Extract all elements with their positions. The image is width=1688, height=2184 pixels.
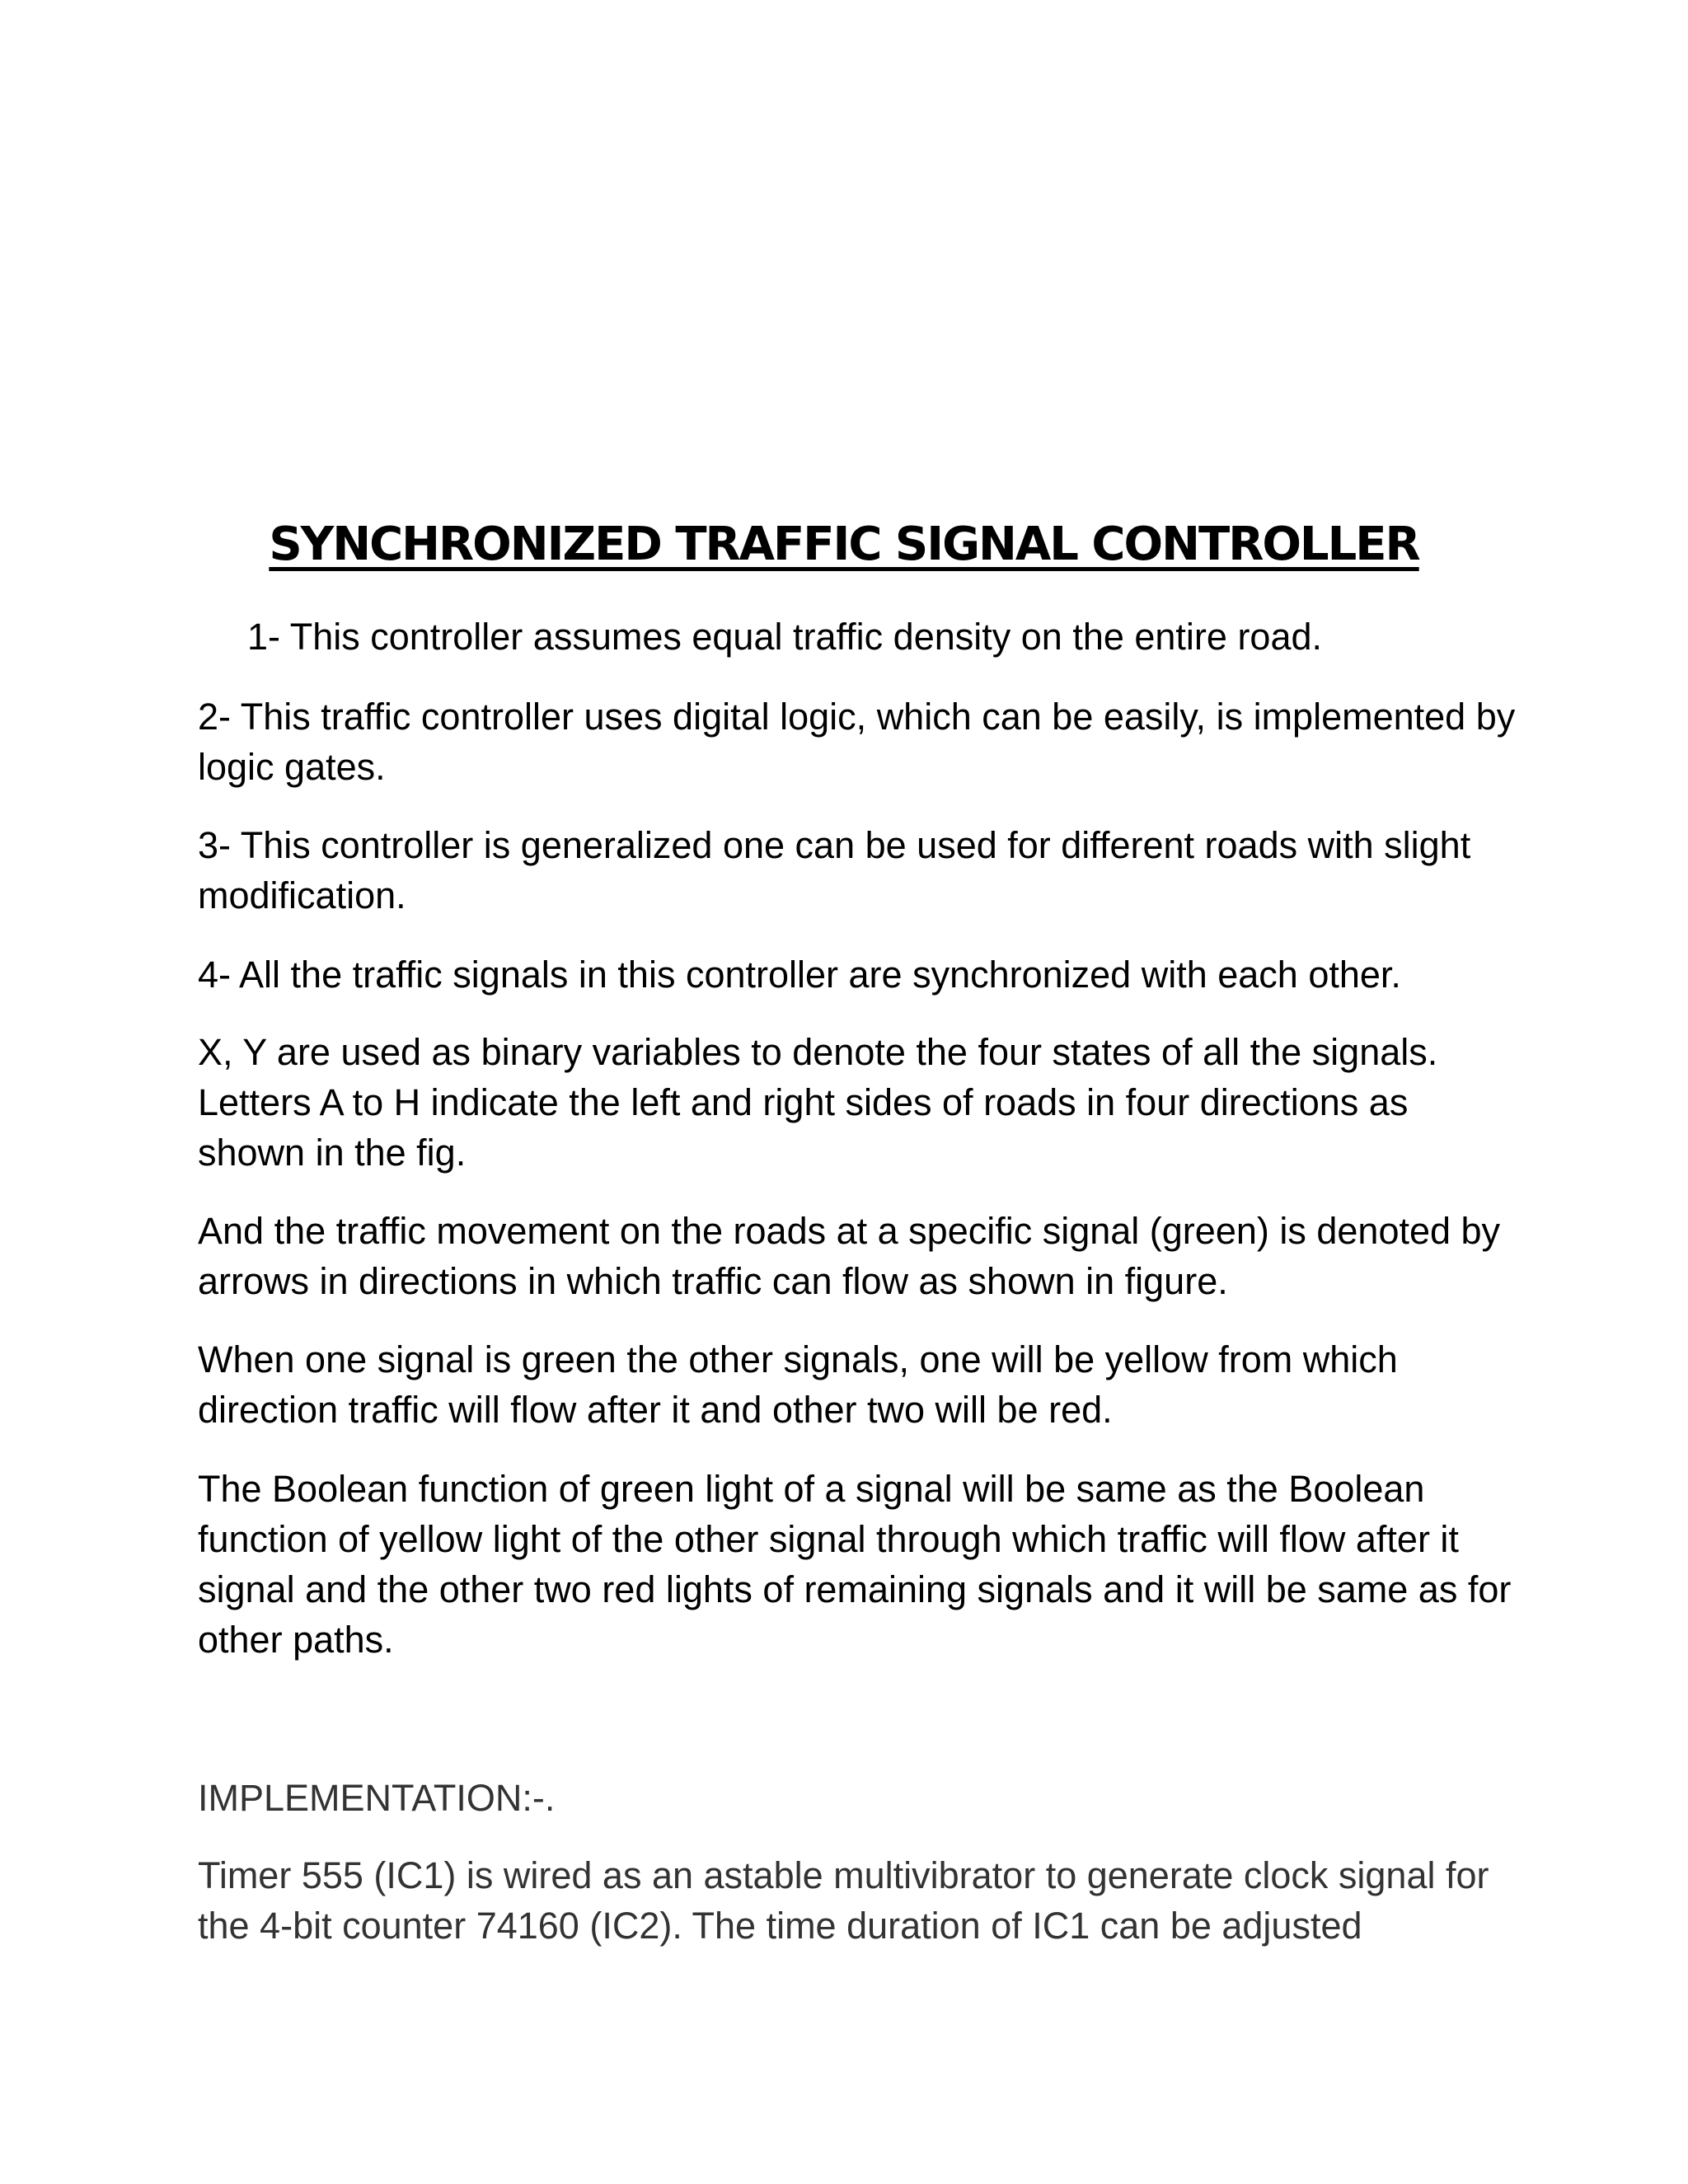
paragraph-synchronized: 4- All the traffic signals in this controller are synchronized with each other.	[198, 954, 1401, 996]
paragraph-logic-gates: 2- This traffic controller uses digital logic, which can be easily, is implemented by logic gates.	[198, 696, 1516, 788]
list-item-1: 1- This controller assumes equal traffic density on the entire road.	[247, 616, 1323, 658]
paragraph-boolean-function: The Boolean function of green light of a signal will be same as the Boolean function of yellow light of the other signal through which traffic will flow after it signal and the other two red lights of remaining signals and it will be same as for other paths.	[198, 1468, 1512, 1661]
paragraph-implementation: Timer 555 (IC1) is wired as an astable multivibrator to generate clock signal for the 4-bit counter 74160 (IC2). The time duration of IC1 can be adjusted	[198, 1854, 1489, 1947]
implementation-heading: IMPLEMENTATION:-.	[198, 1777, 556, 1819]
paragraph-binary-variables: X, Y are used as binary variables to denote the four states of all the signals. Letters A to H indicate the left and right sides of roads in four directions as shown in the fig.	[198, 1031, 1438, 1174]
paragraph-signal-states: When one signal is green the other signals, one will be yellow from which direction traffic will flow after it and other two will be red.	[198, 1338, 1398, 1431]
paragraph-generalized: 3- This controller is generalized one can be used for different roads with slight modification.	[198, 824, 1471, 916]
document-title: SYNCHRONIZED TRAFFIC SIGNAL CONTROLLER	[269, 518, 1419, 571]
paragraph-traffic-movement: And the traffic movement on the roads at a specific signal (green) is denoted by arrows in directions in which traffic can flow as shown in figure.	[198, 1210, 1501, 1302]
